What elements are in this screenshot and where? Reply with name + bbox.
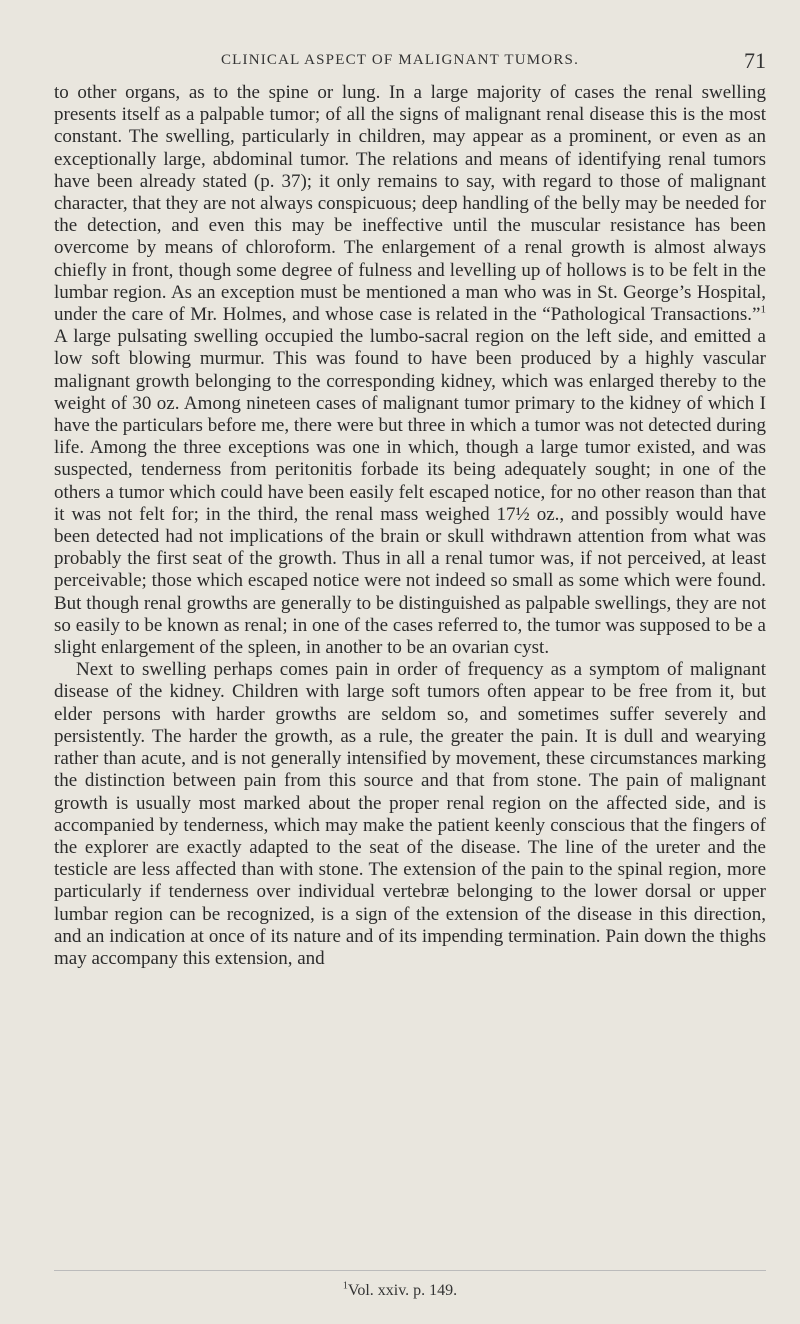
footnote	[0, 1282, 800, 1300]
paragraph: Next to swelling perhaps comes pain in order of frequency as a symptom of malignant disease of the kidney. Children with large soft tumors often appear to be free from it, but elder persons with harder growths are seldom so, and sometimes suffer severely and persistently. The harder the growth, as a rule, the greater the pain. It is dull and wearying rather than acute, and is not generally intensified by movement, these circumstances marking the distinction between pain from this source and that from stone. The pain of malignant growth is usually most marked about the proper renal region on the affected side, and is accompanied by tenderness, which may make the patient keenly conscious that the fingers of the explorer are exactly adapted to the seat of the disease. The line of the ureter and the testicle are less affected than with stone. The extension of the pain to the spinal region, more particularly if tenderness over individual vertebræ belonging to the lower dorsal or upper lumbar region can be recognized, is a sign of the extension of the disease in this direction, and an indication at once of its nature and of its impending termination. Pain down the thighs may accompany this extension, and	[54, 659, 766, 969]
page-number: 71	[744, 48, 766, 73]
footnote-mark: 1	[342, 1280, 348, 1292]
footnote-text: Vol. xxiv. p. 149.	[347, 1282, 458, 1299]
footnote-divider	[54, 1270, 766, 1271]
footnote-reference: 1	[760, 303, 766, 316]
running-title: CLINICAL ASPECT OF MALIGNANT TUMORS.	[220, 52, 580, 68]
paragraph-text: A large pulsating swelling occupied the lumbo-sacral region on the left side, and emitted a low soft blowing murmur. This was found to have been produced by a highly vascular malignant growth belonging to the corresponding kidney, which was enlarged thereby to the weight of 30 oz. Among nineteen cases of malignant tumor primary to the kidney of which I have the particulars before me, there were but three in which a tumor was not detected during life. Among the three exceptions was one in which, though a large tumor existed, and was suspected, tenderness from peritonitis forbade its being adequately sought; in one of the others a tumor which could have been easily felt escaped notice, for no other reason than that it was not felt for; in the third, the renal mass weighed 17½ oz., and possibly would have been detected had not implications of the brain or skull withdrawn attention from what was probably the first seat of the growth. Thus in all a renal tumor was, if not perceived, at least perceivable; those which escaped notice were not indeed so small as some which were found. But though renal growths are generally to be distinguished as palpable swellings, they are not so easily to be known as renal; in one of the cases referred to, the tumor was supposed to be a slight enlargement of the spleen, in another to be an ovarian cyst.	[54, 326, 766, 659]
paragraph	[54, 82, 766, 659]
body-text	[54, 82, 766, 970]
paragraph-text: to other organs, as to the spine or lung. In a large majority of cases the renal swelling presents itself as a palpable tumor; of all the signs of malignant renal disease this is the most constant. The swelling, particularly in children, may appear as a prominent, or even as an exceptionally large, abdominal tumor. The relations and means of identifying renal tumors have been already stated (p. 37); it only remains to say, with regard to those of malignant character, that they are not always conspicuous; deep handling of the belly may be needed for the detection, and even this may be ineffective until the muscular resistance has been overcome by means of chloroform. The enlargement of a renal growth is almost always chiefly in front, though some degree of fulness and levelling up of hollows is to be felt in the lumbar region. As an exception must be mentioned a man who was in St. George’s Hospital, under the care of Mr. Holmes, and whose case is related in the “Pathological Transactions.”	[54, 82, 766, 326]
